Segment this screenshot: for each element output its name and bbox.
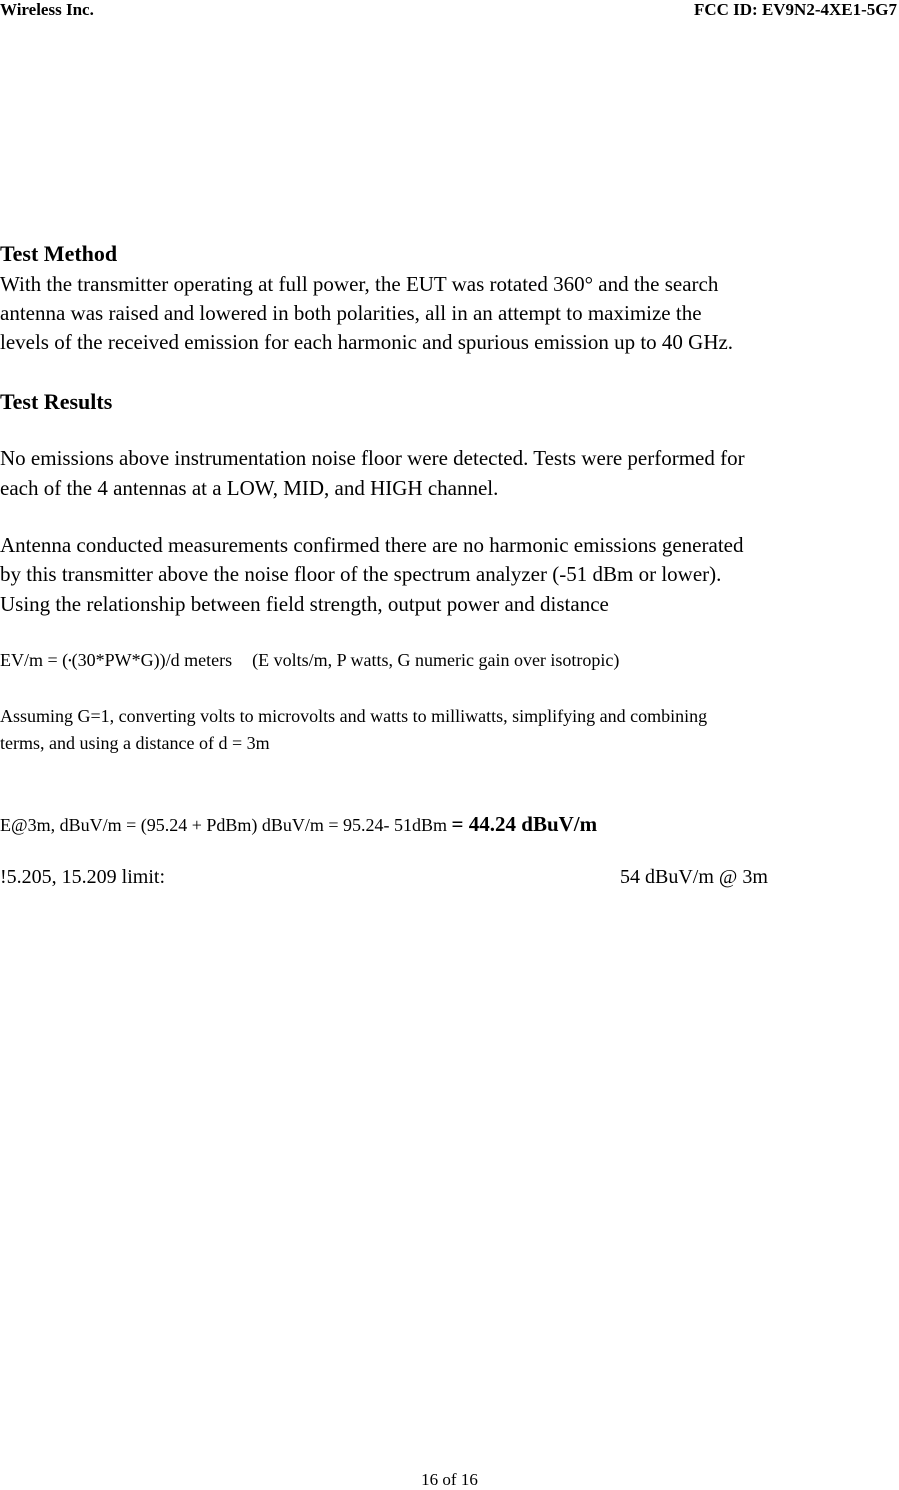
test-method-heading: Test Method bbox=[0, 241, 118, 266]
header-fcc-id: FCC ID: EV9N2-4XE1-5G7 bbox=[693, 0, 897, 19]
page-number: 16 of 16 bbox=[421, 1470, 478, 1489]
sqrt-icon: • bbox=[68, 656, 72, 667]
formula-note: (E volts/m, P watts, G numeric gain over isotropic) bbox=[252, 650, 620, 670]
calculation-line bbox=[0, 812, 597, 837]
calculation-result: = 44.24 dBuV/m bbox=[451, 812, 598, 836]
limit-value: 54 dBuV/m @ 3m bbox=[620, 866, 768, 888]
formula-expression: (30*PW*G))/d meters bbox=[71, 650, 233, 670]
assumption-line-2: terms, and using a distance of d = 3m bbox=[0, 733, 270, 753]
results-para1-line-1: No emissions above instrumentation noise floor were detected. Tests were performed for bbox=[0, 446, 745, 470]
field-strength-formula bbox=[0, 650, 619, 671]
limit-label: !5.205, 15.209 limit: bbox=[0, 866, 165, 888]
formula-prefix: EV/m = ( bbox=[0, 650, 69, 670]
test-method-line-2: antenna was raised and lowered in both polarities, all in an attempt to maximize the bbox=[0, 301, 702, 325]
test-method-line-3: levels of the received emission for each harmonic and spurious emission up to 40 GHz. bbox=[0, 330, 734, 354]
results-para2-line-1: Antenna conducted measurements confirmed there are no harmonic emissions generated bbox=[0, 533, 744, 557]
results-para1-line-2: each of the 4 antennas at a LOW, MID, and HIGH channel. bbox=[0, 476, 499, 500]
header-company: Wireless Inc. bbox=[0, 0, 94, 19]
calculation-text: E@3m, dBuV/m = (95.24 + PdBm) dBuV/m = 95.24- 51dBm bbox=[0, 815, 448, 835]
test-results-heading: Test Results bbox=[0, 389, 113, 414]
results-para2-line-2: by this transmitter above the noise floor of the spectrum analyzer (-51 dBm or lower). bbox=[0, 562, 722, 586]
test-method-line-1: With the transmitter operating at full power, the EUT was rotated 360° and the search bbox=[0, 272, 719, 296]
results-para2-line-3: Using the relationship between field strength, output power and distance bbox=[0, 592, 609, 616]
assumption-line-1: Assuming G=1, converting volts to microvolts and watts to milliwatts, simplifying and combining bbox=[0, 706, 708, 726]
